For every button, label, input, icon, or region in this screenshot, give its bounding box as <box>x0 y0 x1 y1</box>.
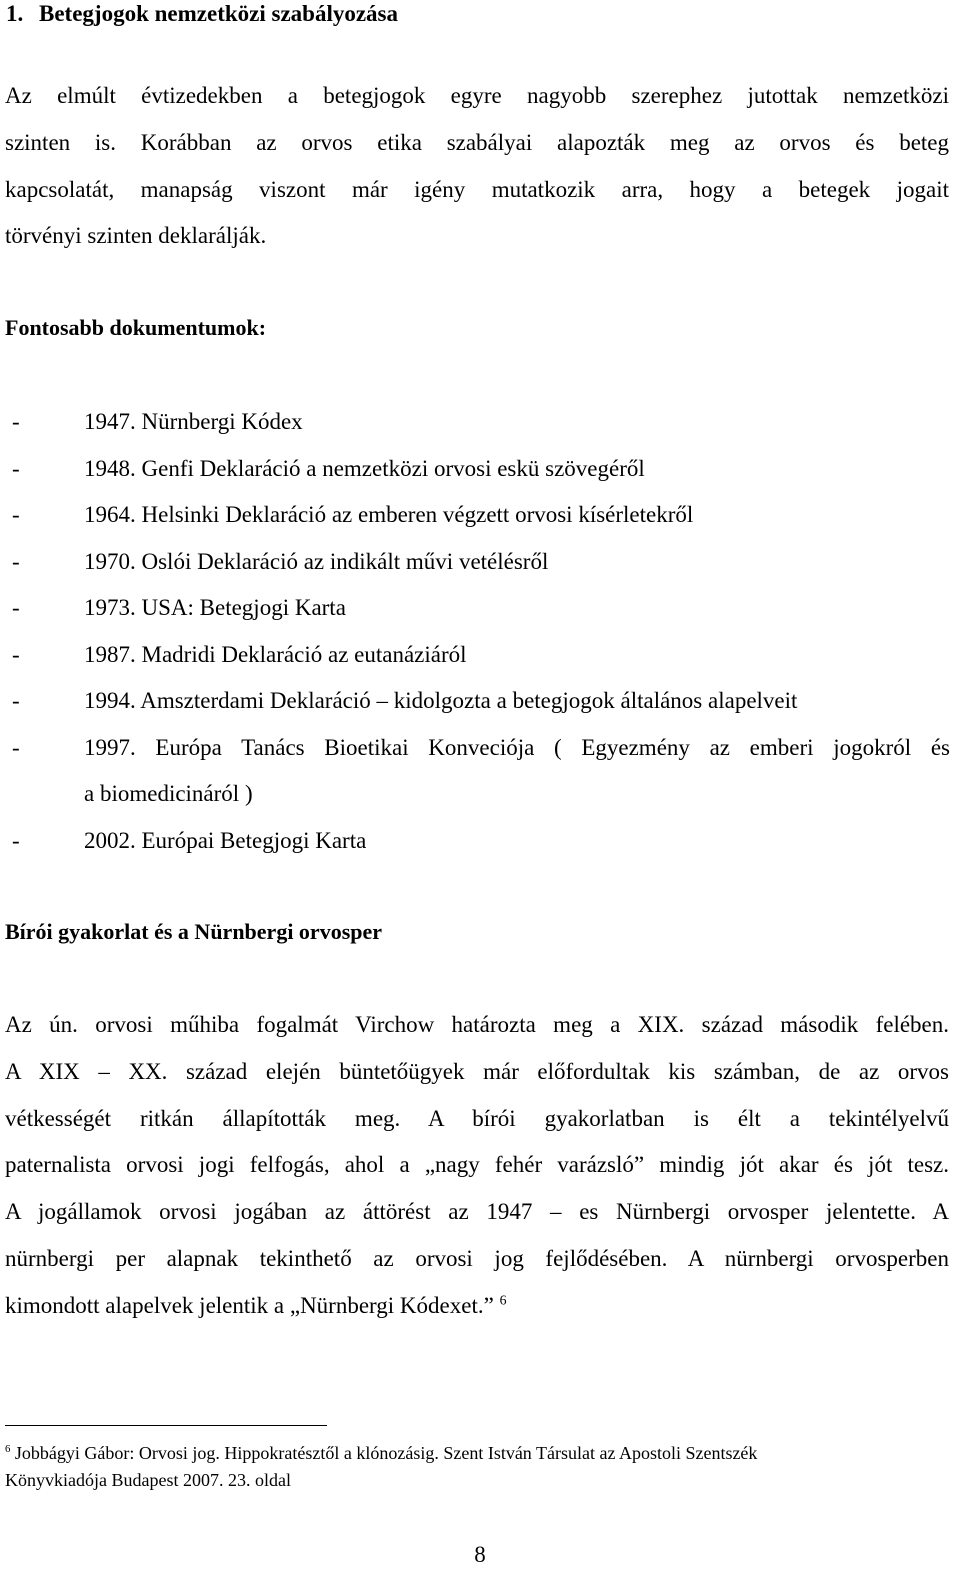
list-item-text: 1987. Madridi Deklaráció az eutanáziáról <box>84 641 467 667</box>
paragraph-line: A jogállamok orvosi jogában az áttörést az 1947 – es Nürnbergi orvosper jelentette. A <box>5 1199 949 1225</box>
list-item-text: 1994. Amszterdami Deklaráció – kidolgozta a betegjogok általános alapelveit <box>84 688 798 713</box>
list-item-text: 1973. USA: Betegjogi Karta <box>84 595 346 620</box>
list-item-text: 1947. Nürnbergi Kódex <box>84 409 303 434</box>
list-item-text: 1970. Oslói Deklaráció az indikált művi vetélésről <box>84 548 549 574</box>
page-number: 8 <box>474 1542 486 1567</box>
paragraph-line <box>5 1283 949 1330</box>
list-dash: - <box>12 548 20 574</box>
court-practice-heading: Bírói gyakorlat és a Nürnbergi orvosper <box>5 919 383 944</box>
list-dash: - <box>12 455 20 481</box>
list-item <box>0 725 950 818</box>
documents-list <box>0 399 960 864</box>
list-item <box>0 632 950 679</box>
intro-line: kapcsolatát, manapság viszont már igény mutatkozik arra, hogy a betegek jogait <box>5 176 949 202</box>
section-heading <box>6 0 906 28</box>
footnote-reference[interactable]: 6 <box>499 1292 507 1308</box>
paragraph-line: Az ún. orvosi műhiba fogalmát Virchow határozta meg a XIX. század második felében. <box>5 1012 949 1037</box>
paragraph-line: nürnbergi per alapnak tekinthető az orvosi jog fejlődésében. A nürnbergi orvosperben <box>5 1245 949 1271</box>
list-item-continuation: a biomedicináról ) <box>84 781 253 806</box>
list-item <box>0 585 950 632</box>
footnote <box>5 1440 949 1494</box>
list-item-text: 1997. Európa Tanács Bioetikai Konveciója ( Egyezmény az emberi jogokról és <box>84 734 950 760</box>
paragraph-line: paternalista orvosi jogi felfogás, ahol a „nagy fehér varázsló” mindig jót akar és jót tesz. <box>5 1152 949 1178</box>
paragraph-line: vétkességét ritkán állapították meg. A bírói gyakorlatban is élt a tekintélyelvű <box>5 1105 949 1131</box>
intro-line: törvényi szinten deklarálják. <box>5 223 267 249</box>
intro-line: Az elmúlt évtizedekben a betegjogok egyre nagyobb szerephez jutottak nemzetközi <box>5 83 949 108</box>
court-practice-paragraph <box>5 1002 949 1330</box>
section-number: 1. <box>6 1 24 26</box>
footnote-mark: 6 <box>5 1443 11 1455</box>
list-item <box>0 539 950 586</box>
list-dash: - <box>12 502 20 527</box>
list-item <box>0 818 950 865</box>
list-item <box>0 446 950 493</box>
list-item-text: 1964. Helsinki Deklaráció az emberen végzett orvosi kísérletekről <box>84 502 694 527</box>
paragraph-line: A XIX – XX. század elején büntetőügyek már előfordultak kis számban, de az orvos <box>5 1058 949 1084</box>
list-item-text: 1948. Genfi Deklaráció a nemzetközi orvosi eskü szövegéről <box>84 455 645 481</box>
footnote-line <box>5 1440 949 1467</box>
list-dash: - <box>12 641 20 667</box>
list-item <box>0 678 950 725</box>
footnote-separator <box>5 1425 327 1426</box>
footnote-line: Könyvkiadója Budapest 2007. 23. oldal <box>5 1470 291 1490</box>
footnote-text: Jobbágyi Gábor: Orvosi jog. Hippokratésztől a klónozásig. Szent István Társulat az Apostoli Szentszék <box>10 1443 758 1463</box>
list-item <box>0 492 950 539</box>
intro-paragraph <box>5 73 949 260</box>
documents-heading: Fontosabb dokumentumok: <box>5 315 267 340</box>
list-dash: - <box>12 688 20 713</box>
list-dash: - <box>12 734 20 760</box>
list-dash: - <box>12 595 20 620</box>
list-dash: - <box>12 827 20 853</box>
paragraph-last-text: kimondott alapelvek jelentik a „Nürnbergi Kódexet.” <box>5 1292 500 1318</box>
list-dash: - <box>12 409 20 434</box>
list-item <box>0 399 950 446</box>
intro-line: szinten is. Korábban az orvos etika szabályai alapozták meg az orvos és beteg <box>5 129 949 155</box>
section-title: Betegjogok nemzetközi szabályozása <box>39 1 398 26</box>
list-item-text: 2002. Európai Betegjogi Karta <box>84 827 367 853</box>
